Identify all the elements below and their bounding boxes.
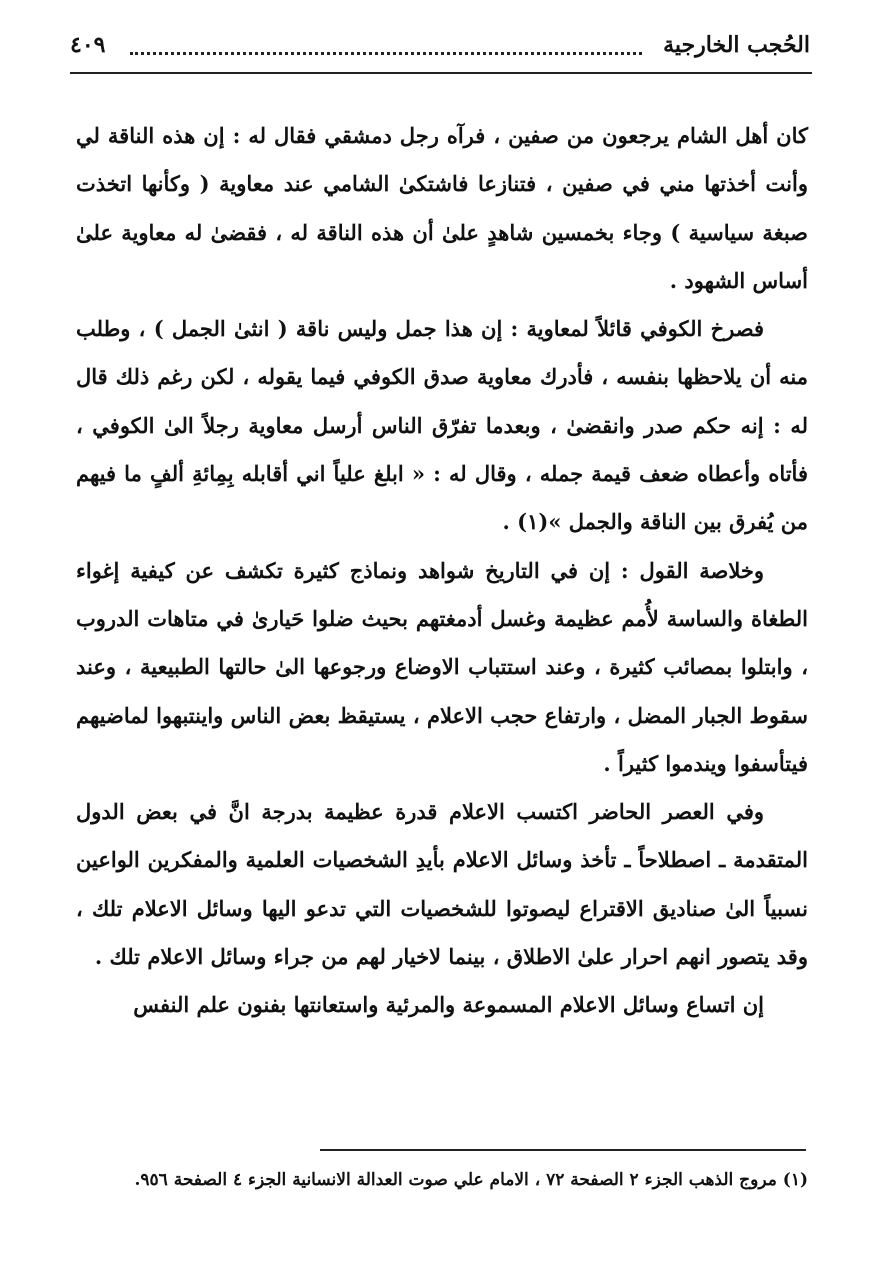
header-dot-leader [130, 40, 642, 55]
paragraph: وخلاصة القول : إن في التاريخ شواهد ونماذج كثيرة تكشف عن كيفية إغواء الطغاة والساسة لأُمم عظيمة وغسل أدمغتهم بحيث ضلوا حَيارىٰ في متاهات الدروب ، وابتلوا بمصائب كثيرة ، وعند استتباب الاوضاع ورجوعها الىٰ حالتها الطبيعية ، وعند سقوط الجبار المضل ، وارتفاع حجب الاعلام ، يستيقظ بعض الناس واينتبهوا لماضيهم فيتأسفوا ويندموا كثيراً . [76, 557, 808, 776]
paragraph: كان أهل الشام يرجعون من صفين ، فرآه رجل دمشقي فقال له : إن هذه الناقة لي وأنت أخذتها مني في صفين ، فتنازعا فاشتكىٰ الشامي عند معاوية ( وكأنها اتخذت صبغة سياسية ) وجاء بخمسين شاهدٍ علىٰ أن هذه الناقة له ، فقضىٰ له معاوية علىٰ أساس الشهود . [76, 123, 808, 293]
running-header [70, 30, 810, 66]
paragraph: فصرخ الكوفي قائلاً لمعاوية : إن هذا جمل وليس ناقة ( انثىٰ الجمل ) ، وطلب منه أن يلاحظها بنفسه ، فأدرك معاوية صدق الكوفي فيما يقوله ، لكن رغم ذلك قال له : إنه حكم صدر وانقضىٰ ، وبعدما تفرّق الناس أرسل معاوية رجلاً الىٰ الكوفي ، فأتاه وأعطاه ضعف قيمة جمله ، وقال له : « ابلغ علياً اني أقابله بِمِائةِ ألفٍ ما فيهم من يُفرق بين الناقة والجمل »(١) . [76, 316, 808, 535]
footnote: (١) مروج الذهب الجزء ٢ الصفحة ٧٢ ، الامام علي صوت العدالة الانسانية الجزء ٤ الصفحة ٩٥٦. [134, 1170, 808, 1190]
header-rule [70, 72, 812, 74]
body-text [76, 112, 808, 1030]
page-number: ٤٠٩ [70, 32, 106, 58]
paragraph: وفي العصر الحاضر اكتسب الاعلام قدرة عظيمة بدرجة انَّ في بعض الدول المتقدمة ـ اصطلاحاً ـ تأخذ وسائل الاعلام بأيدِ الشخصيات العلمية والمفكرين الواعين نسبياً الىٰ صناديق الاقتراع ليصوتوا للشخصيات التي تدعو اليها وسائل الاعلام تلك ، وقد يتصور انهم احرار علىٰ الاطلاق ، بينما لاخيار لهم من جراء وسائل الاعلام تلك . [76, 799, 808, 970]
chapter-title: الحُجب الخارجية [663, 32, 810, 58]
paragraph: إن اتساع وسائل الاعلام المسموعة والمرئية واستعانتها بفنون علم النفس [133, 992, 764, 1018]
footnote-rule [320, 1149, 806, 1151]
